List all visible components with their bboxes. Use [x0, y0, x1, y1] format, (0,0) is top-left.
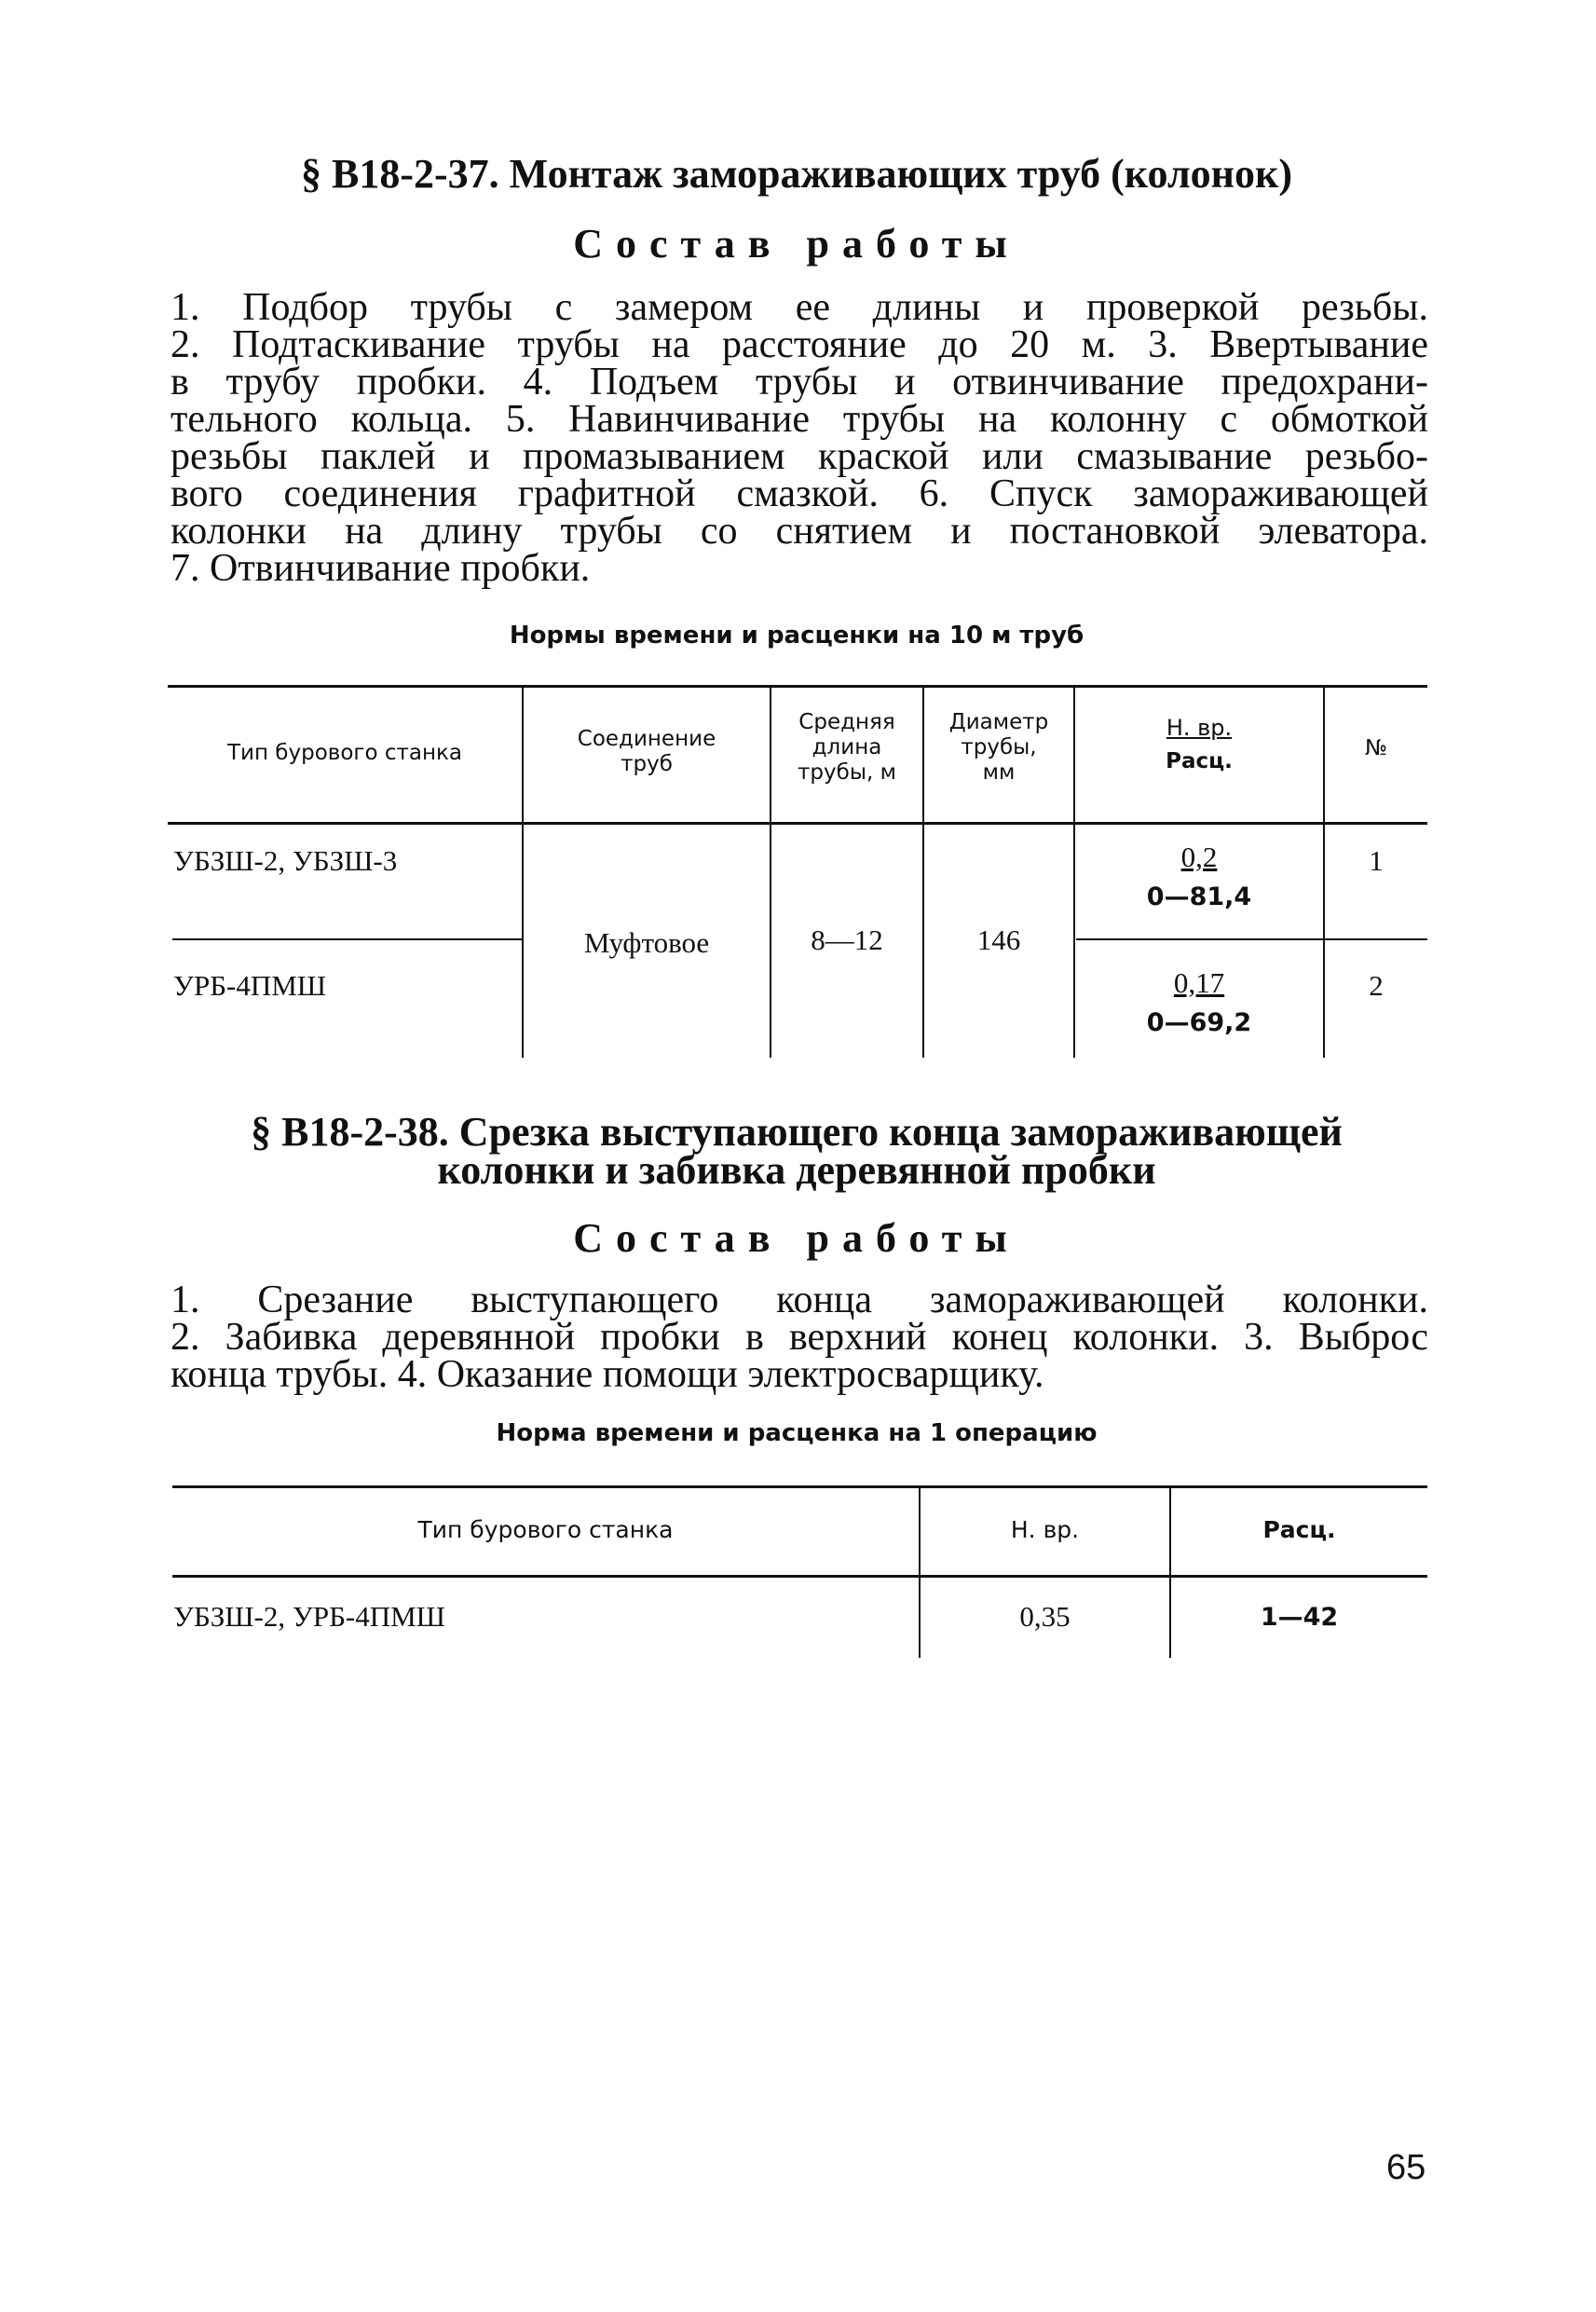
pipe-diameter: 146 — [976, 923, 1021, 956]
text-line: конца трубы. 4. Оказание помощи электросварщику. — [171, 1353, 1044, 1396]
header-number: № — [1365, 736, 1387, 760]
row-norm: 0,35 — [1019, 1600, 1071, 1633]
header-machine-type: Тип бурового станка — [417, 1516, 674, 1543]
text-line: колонки на длину трубы со снятием и постановкой элеватора. — [171, 510, 1428, 553]
row-machine-type: УБЗШ-2, УБЗШ-3 — [173, 844, 398, 877]
header-diameter: Диаметр трубы, мм — [948, 710, 1049, 785]
row-number: 1 — [1369, 844, 1384, 877]
table-rule-row — [172, 938, 524, 940]
section-subtitle: Состав работы — [573, 221, 1020, 267]
table-rule-header — [168, 822, 1427, 825]
section-title: § В18-2-37. Монтаж замораживающих труб (колонок) — [300, 151, 1293, 197]
text-line: 1. Подбор трубы с замером ее длины и проверкой резьбы. — [171, 286, 1428, 329]
header-machine-type: Тип бурового станка — [226, 741, 463, 765]
row-norm: 0,17 — [1173, 966, 1225, 999]
text-line: в трубу пробки. 4. Подъем трубы и отвинчивание предохрани- — [171, 361, 1428, 404]
row-rate: 1—42 — [1260, 1603, 1339, 1632]
text-line: вого соединения графитной смазкой. 6. Спуск замораживающей — [171, 472, 1428, 515]
pipe-length: 8—12 — [811, 923, 883, 956]
row-machine-type: УБЗШ-2, УРБ-4ПМШ — [173, 1600, 445, 1633]
row-machine-type: УРБ-4ПМШ — [173, 969, 327, 1002]
header-norm: Н. вр. — [1166, 715, 1233, 741]
table-rule-top — [168, 685, 1427, 688]
table-caption: Нормы времени и расценки на 10 м труб — [509, 622, 1084, 650]
header-norm: Н. вр. — [1010, 1516, 1080, 1543]
text-line: тельного кольца. 5. Навинчивание трубы на колонну с обмоткой — [171, 398, 1428, 441]
work-description — [171, 286, 1428, 590]
joint-type: Муфтовое — [583, 926, 710, 959]
table-rule-row — [1076, 938, 1427, 940]
section-title-cont: колонки и забивка деревянной пробки — [437, 1147, 1156, 1193]
page-number: 65 — [1386, 2148, 1426, 2187]
text-line: 2. Забивка деревянной пробки в верхний конец колонки. 3. Выброс — [171, 1316, 1428, 1359]
table-col-rule — [1169, 1485, 1171, 1658]
header-rate: Расц. — [1166, 749, 1233, 773]
section-subtitle: Состав работы — [573, 1215, 1020, 1261]
row-rate: 0—81,4 — [1146, 882, 1252, 911]
row-rate: 0—69,2 — [1146, 1008, 1252, 1037]
text-line: 2. Подтаскивание трубы на расстояние до 20 м. 3. Ввертывание — [171, 323, 1428, 366]
table-rule-top — [172, 1485, 1427, 1488]
header-rate: Расц. — [1262, 1516, 1336, 1543]
table-rule-header — [172, 1575, 1427, 1578]
text-line: 7. Отвинчивание пробки. — [171, 547, 591, 590]
row-norm: 0,2 — [1180, 841, 1218, 873]
work-description — [171, 1279, 1428, 1396]
header-joint: Соединение труб — [577, 727, 716, 776]
text-line: резьбы паклей и промазыванием краской или смазывание резьбо- — [171, 435, 1428, 478]
table-caption: Норма времени и расценка на 1 операцию — [496, 1419, 1098, 1447]
row-number: 2 — [1369, 969, 1384, 1002]
section-title: § В18-2-38. Срезка выступающего конца замораживающей — [251, 1109, 1343, 1155]
header-length: Средняя длина трубы, м — [798, 710, 896, 785]
text-line: 1. Срезание выступающего конца замораживающей колонки. — [171, 1279, 1428, 1321]
